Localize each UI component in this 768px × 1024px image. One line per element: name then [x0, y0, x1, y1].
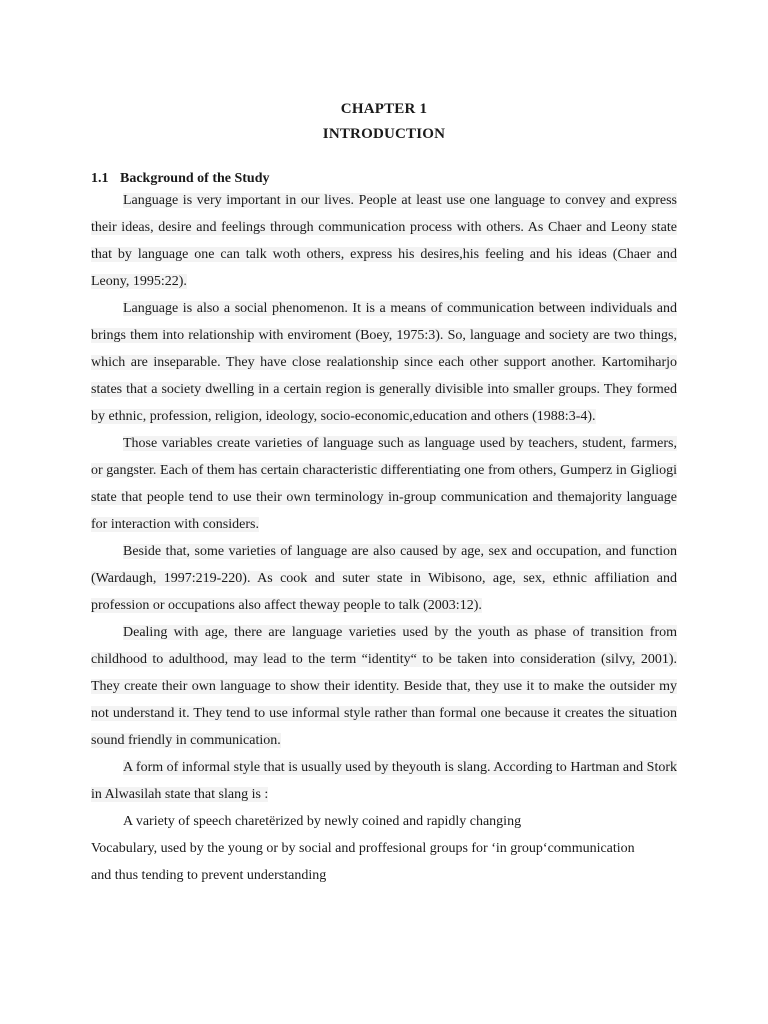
chapter-number: CHAPTER 1	[340, 101, 428, 117]
body-text	[91, 187, 677, 889]
section-heading	[91, 171, 270, 187]
quote-line: Vocabulary, used by the young or by social and proffesional groups for ‘in group‘communication	[91, 841, 635, 856]
paragraph: Language is very important in our lives. People at least use one language to convey and express their ideas, desire and feelings through communication process with others. As Chaer and Leony state that by language one can talk woth others, express his desires,his feeling and his ideas (Chaer and Leony, 1995:22).	[91, 193, 677, 289]
chapter-title: INTRODUCTION	[322, 126, 446, 142]
paragraph: Language is also a social phenomenon. It is a means of communication between individuals and brings them into relationship with enviroment (Boey, 1975:3). So, language and society are two things, which are inseparable. They have close realationship since each other support another. Kartomiharjo states that a society dwelling in a certain region is generally divisible into smaller groups. They formed by ethnic, profession, religion, ideology, socio-economic,education and others (1988:3-4).	[91, 301, 677, 424]
paragraph: A form of informal style that is usually used by theyouth is slang. According to Hartman and Stork in Alwasilah state that slang is :	[91, 760, 677, 802]
quote-line: A variety of speech charetërized by newly coined and rapidly changing	[123, 814, 522, 829]
paragraph: Those variables create varieties of language such as language used by teachers, student, farmers, or gangster. Each of them has certain characteristic differentiating one from others, Gumperz in Gigliogi state that people tend to use their own terminology in-group communication and themajority language for interaction with considers.	[91, 436, 677, 532]
paragraph: Dealing with age, there are language varieties used by the youth as phase of transition from childhood to adulthood, may lead to the term “identity“ to be taken into consideration (silvy, 2001). They create their own language to show their identity. Beside that, they use it to make the outsider my not understand it. They tend to use informal style rather than formal one because it creates the situation sound friendly in communication.	[91, 625, 677, 748]
section-title: Background of the Study	[120, 171, 270, 186]
quote-line: and thus tending to prevent understanding	[91, 868, 327, 883]
section-number: 1.1	[91, 171, 109, 186]
paragraph: Beside that, some varieties of language are also caused by age, sex and occupation, and function (Wardaugh, 1997:219-220). As cook and suter state in Wibisono, age, sex, ethnic affiliation and profession or occupations also affect theway people to talk (2003:12).	[91, 544, 677, 613]
